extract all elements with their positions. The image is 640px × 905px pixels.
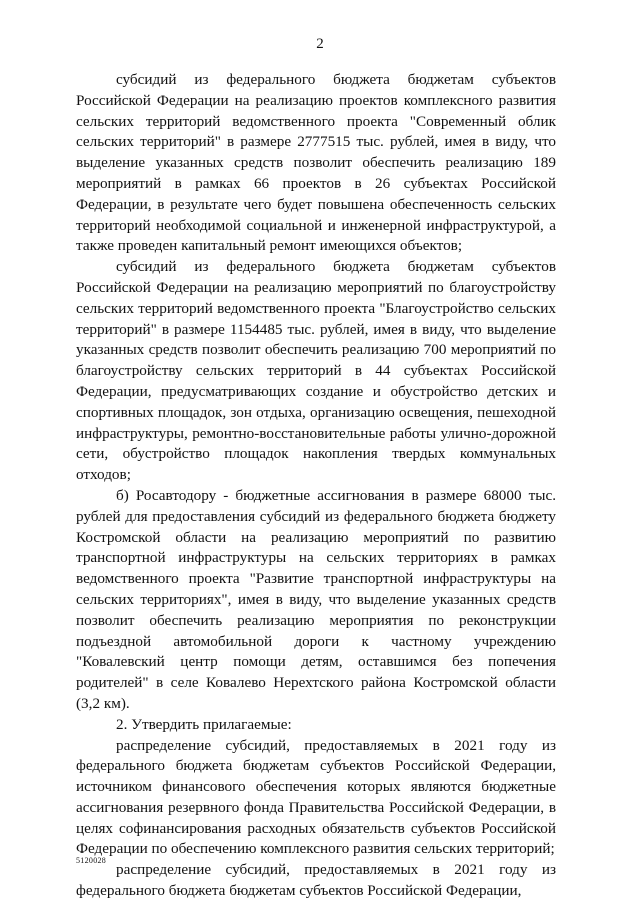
- paragraph-subsidies-modern-look: субсидий из федерального бюджета бюджетам субъектов Российской Федерации на реализацию проектов комплексного развития сельских территорий ведомственного проекта "Современный облик сельских территорий" в размере 2777515 тыс. рублей, имея в виду, что выделение указанных средств позволит обеспечить реализацию 189 мероприятий в рамках 66 проектов в 26 субъектах Российской Федерации, в результате чего будет повышена обеспеченность сельских территорий необходимой социальной и инженерной инфраструктурой, а также проведен капитальный ремонт имеющихся объектов;: [76, 71, 556, 255]
- paragraph-rosavtodor: б) Росавтодору - бюджетные ассигнования в размере 68000 тыс. рублей для предоставления субсидий из федерального бюджета бюджету Костромской области на реализацию мероприятий по развитию транспортной инфраструктуры на сельских территориях в рамках ведомственного проекта "Развитие транспортной инфраструктуры на сельских территориях", имея в виду, что выделение указанных средств позволит обеспечить реализацию мероприятия по реконструкции подъездной автомобильной дороги к частному учреждению "Ковалевский центр помощи детям, оставшимся без попечения родителей" в селе Ковалево Нерехтского района Костромской области (3,2 км).: [76, 486, 556, 712]
- page-number: 2: [316, 36, 324, 52]
- paragraph-subsidies-improvement: субсидий из федерального бюджета бюджетам субъектов Российской Федерации на реализацию мероприятий по благоустройству сельских территорий ведомственного проекта "Благоустройство сельских территорий" в размере 1154485 тыс. рублей, имея в виду, что выделение указанных средств позволит обеспечить реализацию 700 мероприятий по благоустройству сельских территорий в 44 субъектах Российской Федерации, предусматривающих создание и обустройство детских и спортивных площадок, зон отдыха, организацию освещения, пешеходной инфраструктуры, ремонтно-восстановительные работы улично-дорожной сети, обустройство площадок накопления твердых коммунальных отходов;: [76, 258, 556, 484]
- document-body: [76, 70, 556, 902]
- paragraph-approve: 2. Утвердить прилагаемые:: [116, 715, 292, 733]
- paragraph-distribution-1: распределение субсидий, предоставляемых в 2021 году из федерального бюджета бюджетам субъектов Российской Федерации, источником финансового обеспечения которых являются бюджетные ассигнования резервного фонда Правительства Российской Федерации, в целях софинансирования расходных обязательств субъектов Российской Федерации по обеспечению комплексного развития сельских территорий;: [76, 736, 556, 858]
- document-code: 5120028: [76, 856, 107, 865]
- paragraph-distribution-2: распределение субсидий, предоставляемых в 2021 году из федерального бюджета бюджетам субъектов Российской Федерации,: [76, 861, 556, 900]
